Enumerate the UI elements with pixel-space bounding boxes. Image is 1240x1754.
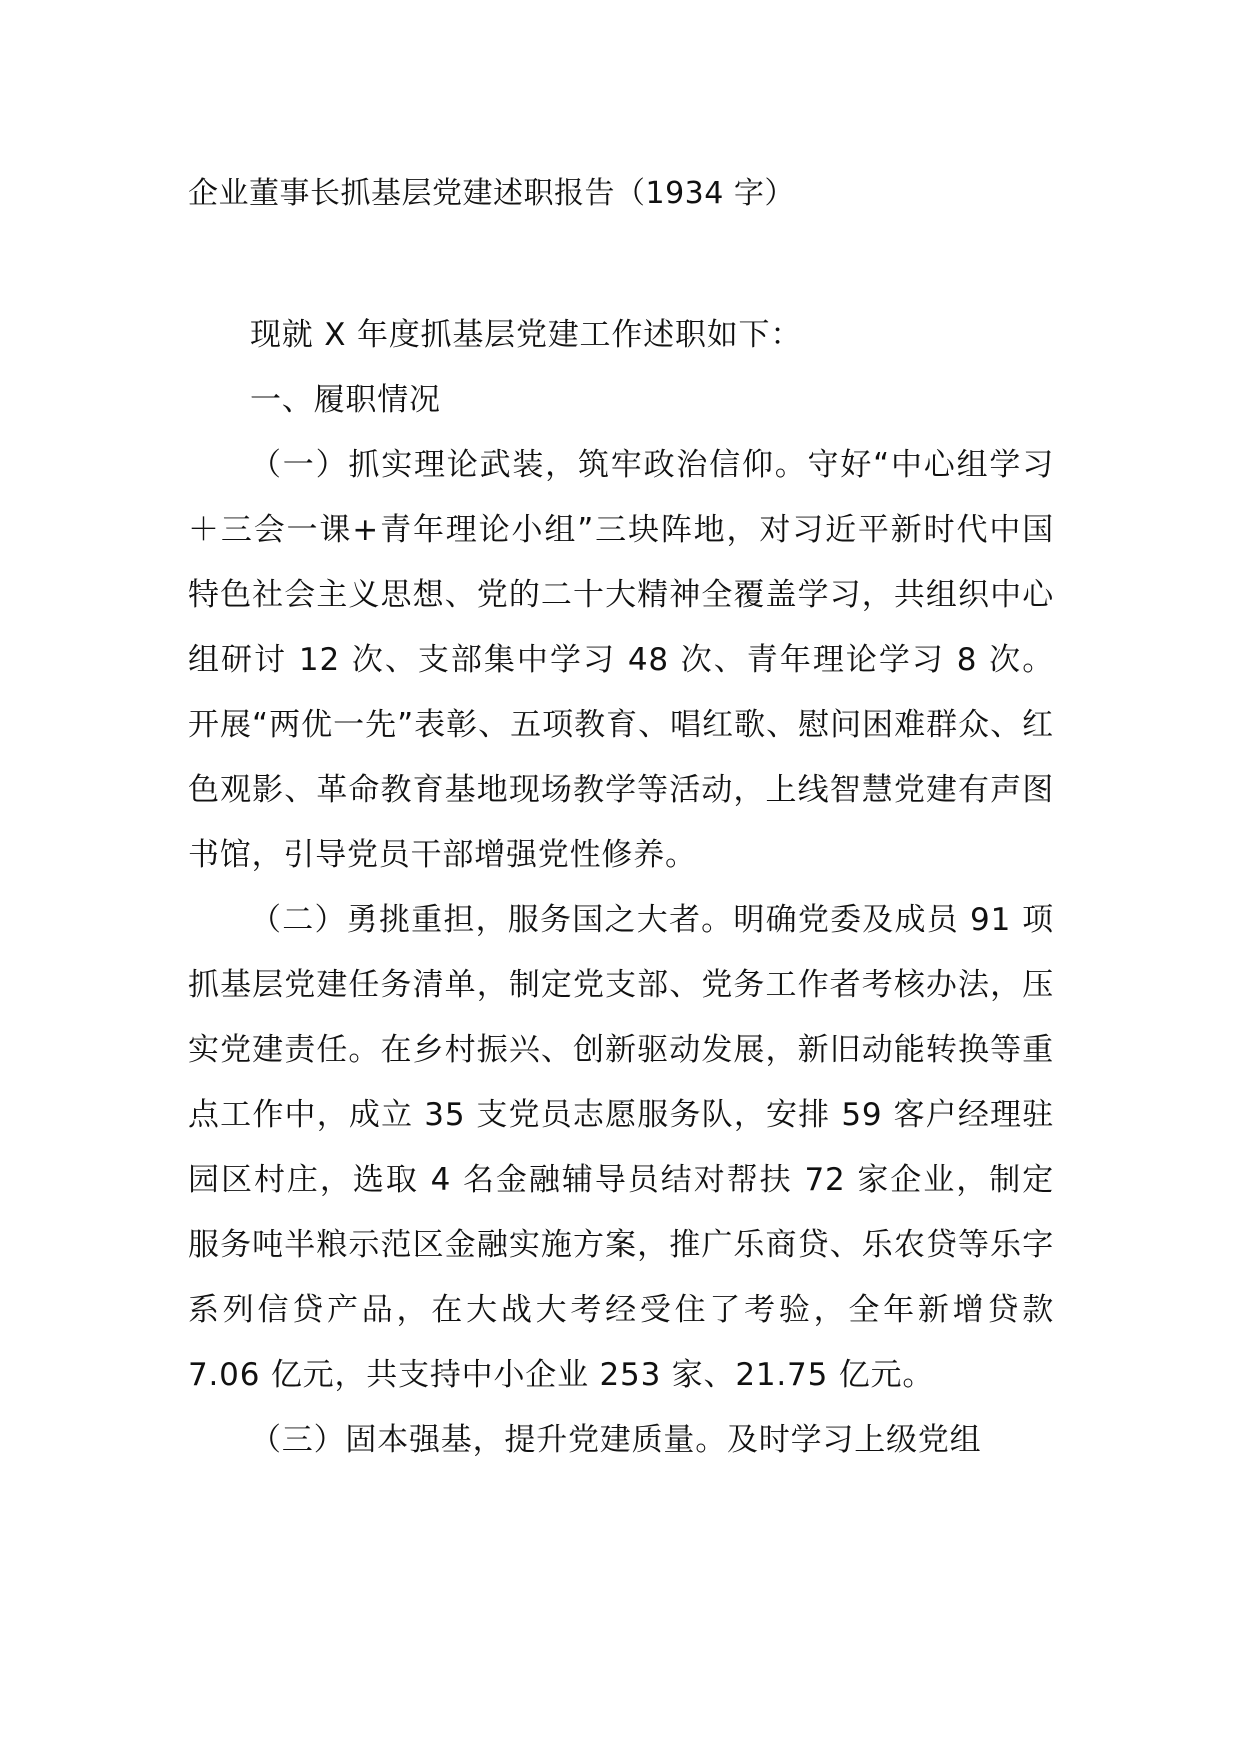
body-paragraph: （二）勇挑重担，服务国之大者。明确党委及成员 91 项抓基层党建任务清单，制定党支部、党务工作者考核办法，压实党建责任。在乡村振兴、创新驱动发展，新旧动能转换等重点工作中，成立 35 支党员志愿服务队，安排 59 客户经理驻园区村庄，选取 4 名金融辅导员结对帮扶 72 家企业，制定服务吨半粮示范区金融实施方案，推广乐商贷、乐农贷等乐字系列信贷产品，在大战大考经受住了考验，全年新增贷款 7.06 亿元，共支持中小企业 253 家、21.75 亿元。 (188, 902, 1054, 1393)
section-heading: 一、履职情况 (250, 382, 441, 418)
intro-paragraph: 现就 X 年度抓基层党建工作述职如下： (250, 317, 803, 353)
body-paragraph: （三）固本强基，提升党建质量。及时学习上级党组 (250, 1422, 982, 1458)
document-title: 企业董事长抓基层党建述职报告（1934 字） (188, 176, 795, 211)
document-body (188, 303, 1054, 1473)
body-paragraph: （一）抓实理论武装，筑牢政治信仰。守好“中心组学习＋三会一课+青年理论小组”三块阵地，对习近平新时代中国特色社会主义思想、党的二十大精神全覆盖学习，共组织中心组研讨 12 次、支部集中学习 48 次、青年理论学习 8 次。开展“两优一先”表彰、五项教育、唱红歌、慰问困难群众、红色观影、革命教育基地现场教学等活动，上线智慧党建有声图书馆，引导党员干部增强党性修养。 (188, 447, 1054, 873)
